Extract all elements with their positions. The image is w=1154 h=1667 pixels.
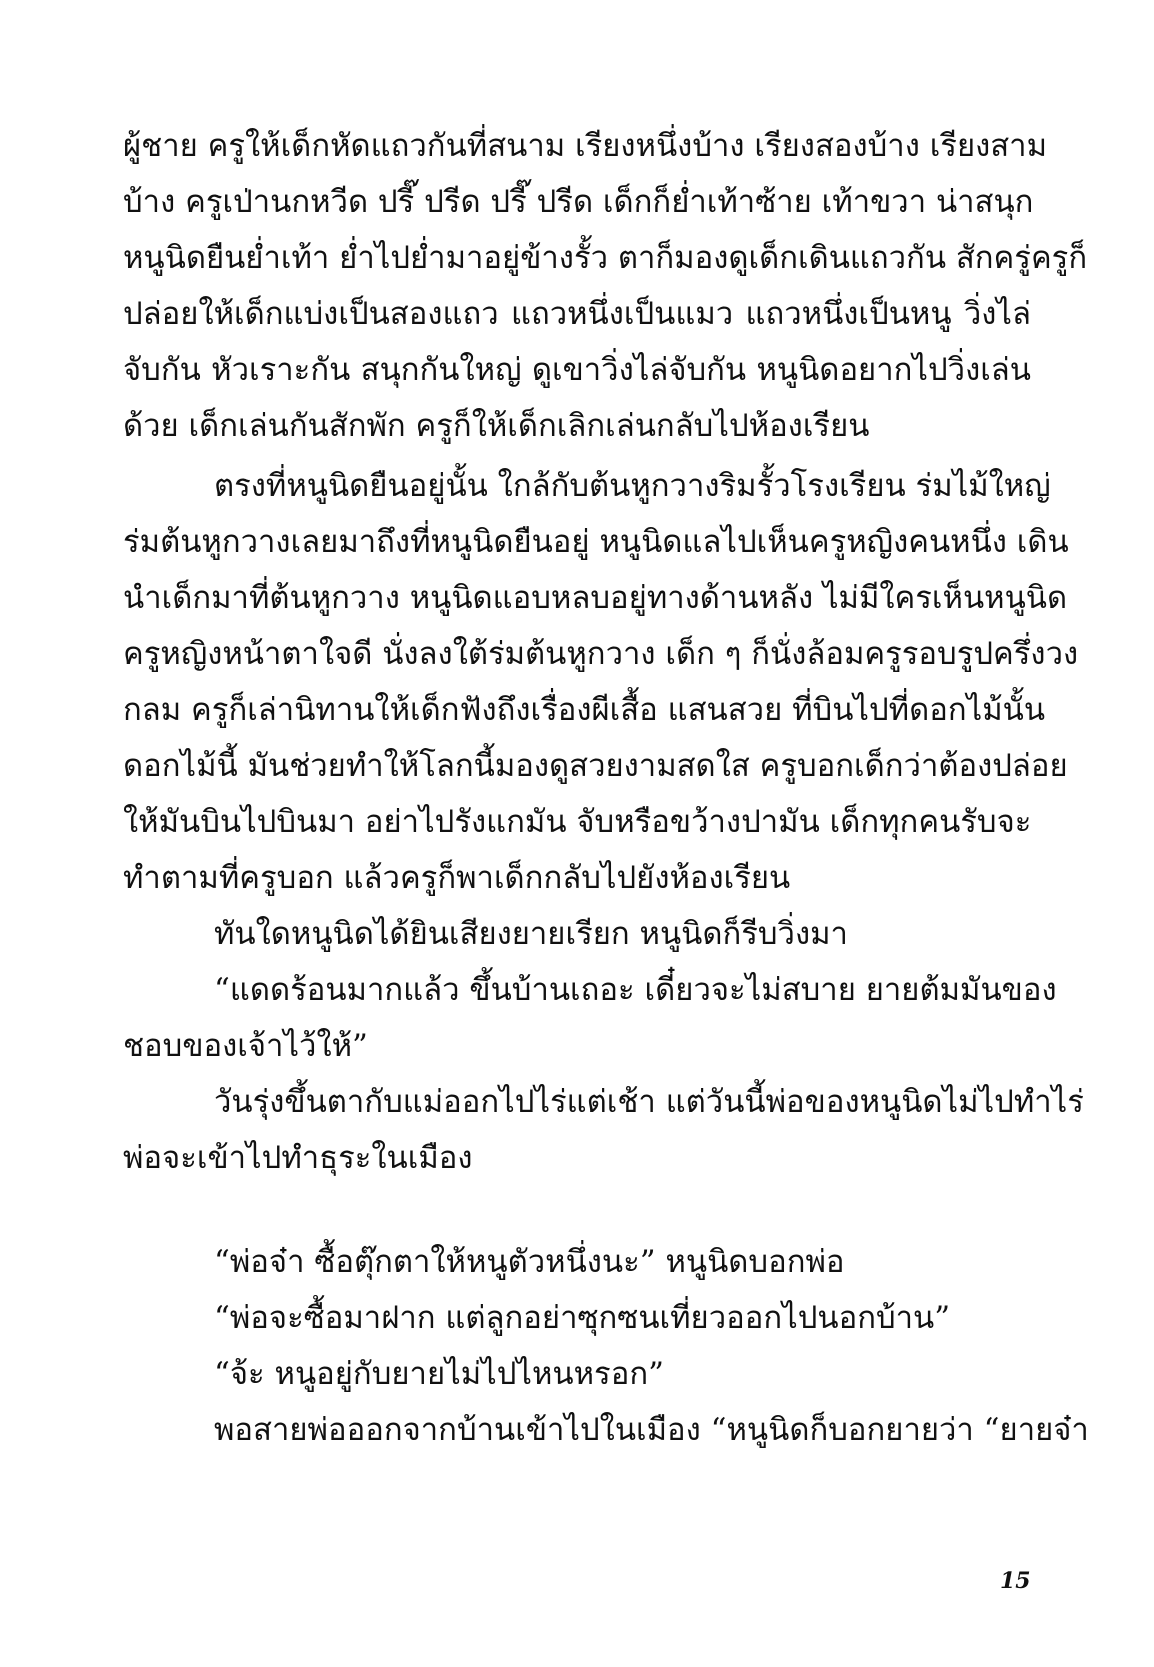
text-line-content: หนูนิดยืนย่ำเท้า ย่ำไปย่ำมาอยู่ข้างรั้ว ตาก็มองดูเด็กเดินแถวกัน สักครู่ครูก็ <box>123 240 1088 276</box>
text-line-content: ผู้ชาย ครูให้เด็กหัดแถวกันที่สนาม เรียงหนึ่งบ้าง เรียงสองบ้าง เรียงสาม <box>123 128 1048 164</box>
text-line-content: ตรงที่หนูนิดยืนอยู่นั้น ใกล้กับต้นหูกวางริมรั้วโรงเรียน ร่มไม้ใหญ่ <box>214 468 1051 504</box>
text-line-content: วันรุ่งขึ้นตากับแม่ออกไปไร่แต่เช้า แต่วันนี้พ่อของหนูนิดไม่ไปทำไร่ <box>214 1084 1084 1120</box>
text-line-content: ปล่อยให้เด็กแบ่งเป็นสองแถว แถวหนึ่งเป็นแมว แถวหนึ่งเป็นหนู วิ่งไล่ <box>123 296 1031 332</box>
text-line-content: ทันใดหนูนิดได้ยินเสียงยายเรียก หนูนิดก็รีบวิ่งมา <box>214 916 848 952</box>
text-line-content: “แดดร้อนมากแล้ว ขึ้นบ้านเถอะ เดี๋ยวจะไม่สบาย ยายต้มมันของ <box>214 972 1057 1008</box>
text-line <box>0 398 1154 454</box>
text-line <box>0 230 1154 286</box>
text-line-content: ดอกไม้นี้ มันช่วยทำให้โลกนี้มองดูสวยงามสดใส ครูบอกเด็กว่าต้องปล่อย <box>123 748 1068 784</box>
text-line-content: ให้มันบินไปบินมา อย่าไปรังแกมัน จับหรือขว้างปามัน เด็กทุกคนรับจะ <box>123 804 1032 840</box>
text-line-content: ทำตามที่ครูบอก แล้วครูก็พาเด็กกลับไปยังห้องเรียน <box>123 860 791 896</box>
text-line-content: “พ่อจ๋า ซื้อตุ๊กตาให้หนูตัวหนึ่งนะ” หนูนิดบอกพ่อ <box>214 1244 845 1280</box>
text-line-content: ร่มต้นหูกวางเลยมาถึงที่หนูนิดยืนอยู่ หนูนิดแลไปเห็นครูหญิงคนหนึ่ง เดิน <box>123 524 1069 560</box>
text-line <box>0 1346 1154 1402</box>
text-line-content: ชอบของเจ้าไว้ให้” <box>123 1028 368 1064</box>
text-line-content: พ่อจะเข้าไปทำธุระในเมือง <box>123 1140 473 1176</box>
text-line-content: จับกัน หัวเราะกัน สนุกกันใหญ่ ดูเขาวิ่งไล่จับกัน หนูนิดอยากไปวิ่งเล่น <box>123 352 1031 388</box>
text-line <box>0 1402 1154 1458</box>
text-line-content: ด้วย เด็กเล่นกันสักพัก ครูก็ให้เด็กเลิกเล่นกลับไปห้องเรียน <box>123 408 870 444</box>
text-line-content: นำเด็กมาที่ต้นหูกวาง หนูนิดแอบหลบอยู่ทางด้านหลัง ไม่มีใครเห็นหนูนิด <box>123 580 1068 616</box>
text-line <box>0 458 1154 514</box>
text-line-content: “จ้ะ หนูอยู่กับยายไม่ไปไหนหรอก” <box>214 1356 664 1392</box>
text-line <box>0 1234 1154 1290</box>
text-line-content: ครูหญิงหน้าตาใจดี นั่งลงใต้ร่มต้นหูกวาง เด็ก ๆ ก็นั่งล้อมครูรอบรูปครึ่งวง <box>123 636 1079 672</box>
text-line <box>0 682 1154 738</box>
text-line <box>0 962 1154 1018</box>
page-number: 15 <box>1000 1568 1031 1594</box>
text-line <box>0 570 1154 626</box>
text-line <box>0 342 1154 398</box>
text-line <box>0 794 1154 850</box>
text-line <box>0 738 1154 794</box>
text-line <box>0 1074 1154 1130</box>
text-line <box>0 1018 1154 1074</box>
text-line-content: “พ่อจะซื้อมาฝาก แต่ลูกอย่าซุกซนเที่ยวออกไปนอกบ้าน” <box>214 1300 951 1336</box>
text-line <box>0 626 1154 682</box>
text-line-content: บ้าง ครูเป่านกหวีด ปรี๊ ปรีด ปรี๊ ปรีด เด็กก็ย่ำเท้าซ้าย เท้าขวา น่าสนุก <box>123 184 1034 220</box>
text-line <box>0 174 1154 230</box>
text-line <box>0 118 1154 174</box>
text-line <box>0 850 1154 906</box>
text-line <box>0 1130 1154 1186</box>
text-line-content: กลม ครูก็เล่านิทานให้เด็กฟังถึงเรื่องผีเสื้อ แสนสวย ที่บินไปที่ดอกไม้นั้น <box>123 692 1046 728</box>
text-line <box>0 514 1154 570</box>
text-line <box>0 286 1154 342</box>
text-line-content: พอสายพ่อออกจากบ้านเข้าไปในเมือง “หนูนิดก็บอกยายว่า “ยายจ๋า <box>214 1412 1089 1448</box>
text-line <box>0 1290 1154 1346</box>
text-line <box>0 906 1154 962</box>
